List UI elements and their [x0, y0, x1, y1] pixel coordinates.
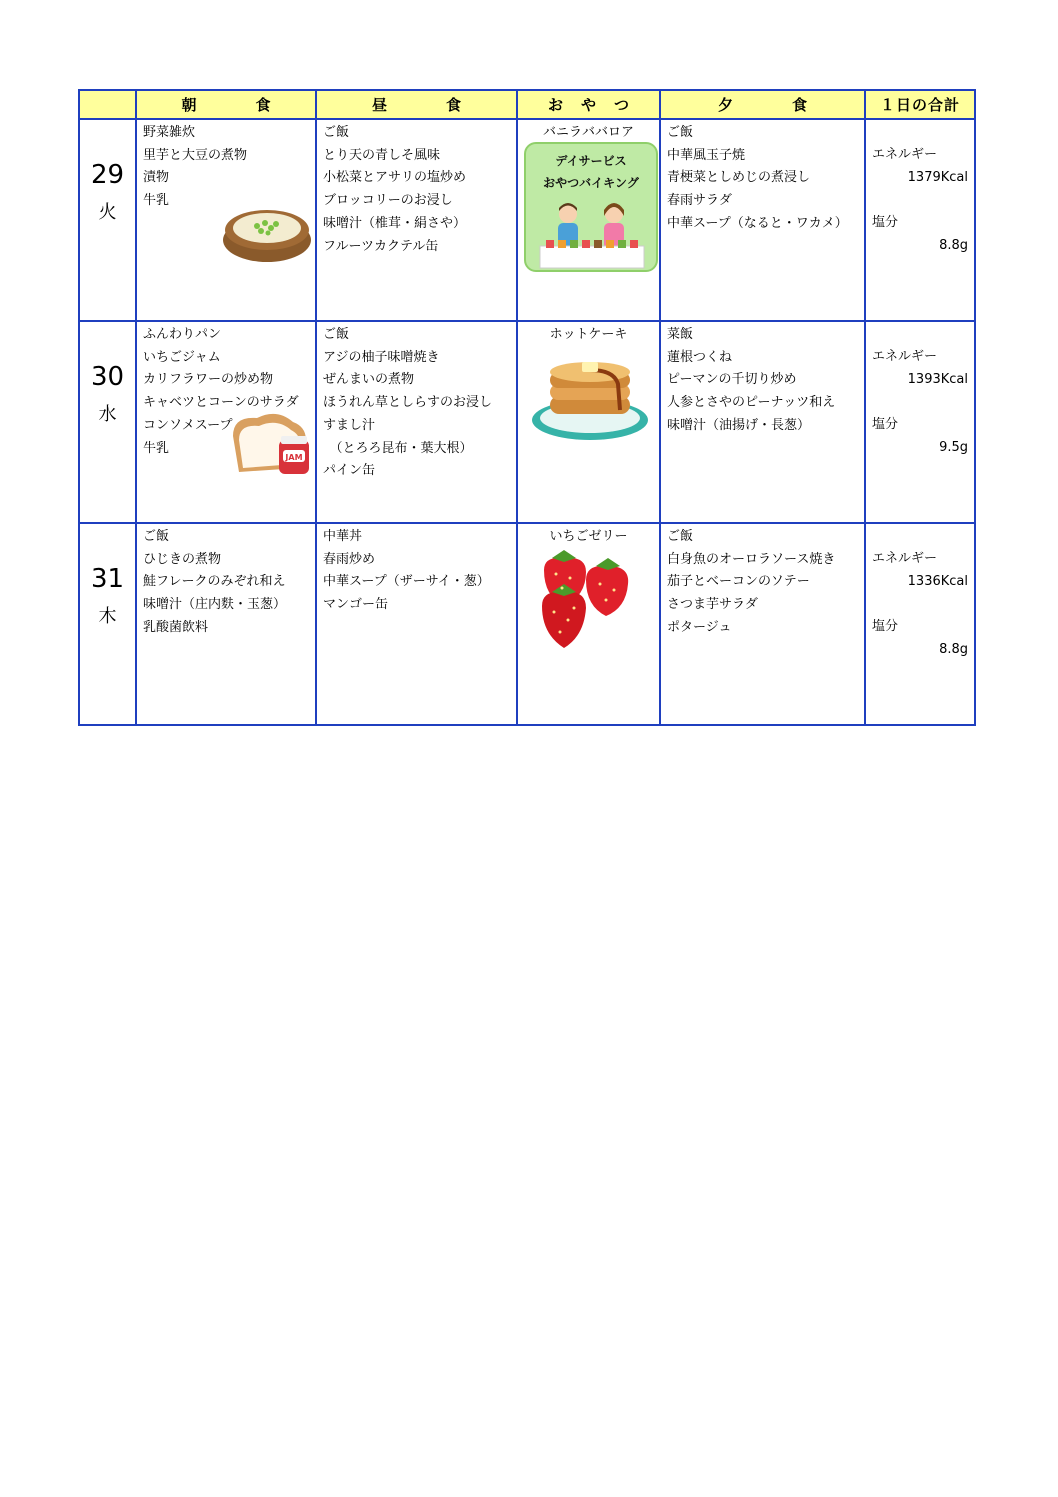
day-number: 29 — [90, 160, 125, 190]
menu-item: マンゴー缶 — [323, 597, 389, 613]
salt-value: 9.5g — [939, 439, 968, 455]
snack-name: バニラババロア — [542, 125, 634, 140]
day-cell — [79, 321, 136, 523]
bread-jam-icon — [229, 406, 315, 478]
menu-item: すまし汁 — [323, 417, 376, 433]
energy-label: エネルギー — [872, 349, 938, 364]
menu-item: 春雨サラダ — [667, 193, 732, 209]
menu-item: ピーマンの千切り炒め — [667, 372, 797, 388]
header-day — [79, 90, 136, 119]
dinner-cell — [660, 523, 865, 725]
breakfast-cell — [136, 119, 316, 321]
lunch-list — [317, 524, 516, 617]
menu-item: 中華風玉子焼 — [667, 147, 746, 163]
menu-item: アジの柚子味噌焼き — [323, 349, 440, 365]
day-number: 30 — [90, 362, 125, 392]
menu-item: いちごジャム — [143, 349, 221, 365]
salt-value: 8.8g — [939, 237, 968, 253]
menu-item: カリフラワーの炒め物 — [143, 372, 274, 388]
total-cell — [865, 119, 975, 321]
menu-item: 鮭フレークのみぞれ和え — [143, 574, 286, 590]
day-weekday: 木 — [98, 606, 117, 627]
menu-item: キャベツとコーンのサラダ — [143, 395, 299, 411]
menu-item: ご飯 — [667, 529, 694, 544]
menu-item: 蓮根つくね — [667, 349, 733, 365]
menu-item: 味噌汁（庄内麩・玉葱） — [143, 597, 287, 613]
total-cell — [865, 321, 975, 523]
lunch-cell — [316, 321, 517, 523]
menu-item: ぜんまいの煮物 — [323, 372, 415, 388]
salt-label: 塩分 — [872, 619, 899, 635]
dinner-list — [661, 322, 864, 438]
menu-item: さつま芋サラダ — [667, 597, 758, 613]
rice-porridge-icon — [221, 200, 313, 264]
header-row — [79, 90, 975, 119]
dinner-cell — [660, 321, 865, 523]
menu-item: ご飯 — [143, 529, 170, 544]
menu-item: 漬物 — [143, 170, 170, 186]
menu-item: ご飯 — [667, 125, 694, 140]
snack-cell — [517, 119, 660, 321]
energy-value: 1336Kcal — [907, 573, 968, 589]
menu-item: 中華スープ（ザーサイ・葱） — [323, 574, 490, 590]
day-row-31 — [79, 523, 975, 725]
breakfast-cell — [136, 321, 316, 523]
jam-label: JAM — [285, 453, 303, 462]
menu-item: フルーツカクテル缶 — [323, 238, 439, 254]
menu-item: （とろろ昆布・葉大根） — [323, 440, 473, 456]
day-number: 31 — [90, 564, 125, 594]
lunch-cell — [316, 119, 517, 321]
menu-item: 中華丼 — [323, 529, 363, 544]
breakfast-list — [137, 524, 315, 640]
salt-value: 8.8g — [939, 641, 968, 657]
dinner-cell — [660, 119, 865, 321]
menu-item: ほうれん草としらすのお浸し — [323, 395, 493, 411]
total-cell — [865, 523, 975, 725]
menu-item: 青梗菜としめじの煮浸し — [667, 170, 811, 186]
header-dinner: 夕 食 — [660, 90, 865, 119]
day-row-30 — [79, 321, 975, 523]
menu-item: パイン缶 — [323, 463, 376, 479]
lunch-list — [317, 322, 516, 483]
menu-item: 中華スープ（なると・ワカメ） — [667, 215, 848, 231]
lunch-list — [317, 120, 516, 258]
menu-item: 小松菜とアサリの塩炒め — [323, 170, 467, 186]
menu-item: 牛乳 — [143, 193, 170, 209]
menu-item: ご飯 — [323, 125, 350, 140]
day-row-29 — [79, 119, 975, 321]
pancake-icon — [528, 348, 652, 444]
menu-item: 春雨炒め — [323, 551, 376, 567]
day-cell — [79, 523, 136, 725]
snack-cell — [517, 321, 660, 523]
energy-label: エネルギー — [872, 147, 938, 162]
banner-line-2: おやつバイキング — [543, 176, 639, 190]
snack-cell — [517, 523, 660, 725]
dinner-list — [661, 524, 864, 640]
header-breakfast: 朝 食 — [136, 90, 316, 119]
menu-item: 野菜雑炊 — [143, 125, 196, 140]
menu-item: ブロッコリーのお浸し — [323, 193, 453, 209]
dinner-list — [661, 120, 864, 236]
day-weekday: 火 — [98, 202, 117, 223]
menu-item: 里芋と大豆の煮物 — [143, 147, 248, 163]
menu-item: 牛乳 — [143, 440, 170, 456]
menu-item: ポタージュ — [667, 619, 732, 635]
day-weekday: 水 — [98, 404, 117, 425]
menu-item: 味噌汁（椎茸・絹さや） — [323, 215, 467, 231]
menu-item: 菜飯 — [667, 327, 694, 342]
breakfast-list — [137, 120, 315, 213]
menu-item: とり天の青しそ風味 — [323, 147, 441, 163]
menu-item: 味噌汁（油揚げ・長葱） — [667, 417, 811, 433]
menu-item: ひじきの煮物 — [143, 551, 222, 567]
energy-value: 1379Kcal — [907, 169, 968, 185]
breakfast-cell — [136, 523, 316, 725]
header-total: １日の合計 — [865, 90, 975, 119]
salt-label: 塩分 — [872, 215, 899, 231]
header-snack: おやつ — [517, 90, 660, 119]
menu-item: 白身魚のオーロラソース焼き — [667, 551, 836, 567]
menu-item: 茄子とベーコンのソテー — [667, 574, 810, 590]
snack-name: ホットケーキ — [549, 327, 628, 342]
menu-item: ご飯 — [323, 327, 350, 342]
lunch-cell — [316, 523, 517, 725]
menu-table — [78, 89, 976, 726]
menu-item: ふんわりパン — [143, 327, 222, 342]
energy-label: エネルギー — [872, 551, 938, 566]
snack-viking-banner — [524, 142, 658, 272]
strawberry-icon — [536, 550, 636, 654]
buffet-people-illustration — [526, 198, 656, 272]
snack-name: いちごゼリー — [549, 529, 628, 544]
menu-item: コンソメスープ — [143, 417, 233, 433]
energy-value: 1393Kcal — [907, 371, 968, 387]
header-lunch: 昼 食 — [316, 90, 517, 119]
day-cell — [79, 119, 136, 321]
menu-item: 乳酸菌飲料 — [143, 619, 209, 635]
menu-item: 人参とさやのピーナッツ和え — [667, 395, 836, 411]
salt-label: 塩分 — [872, 417, 899, 433]
banner-line-1: デイサービス — [555, 154, 627, 168]
